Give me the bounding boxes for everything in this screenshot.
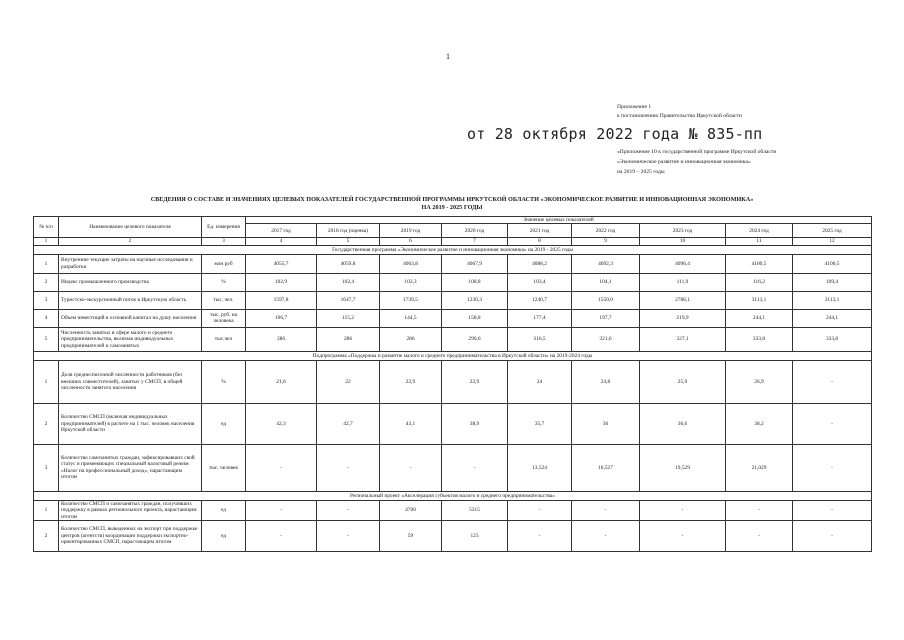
value-cell: - [572,521,640,552]
indicator-name: Количество СМСП и самозанятых граждан, получивших поддержку в рамках регионального проекта, нарастающим итогом [59,500,202,520]
value-cell: 244,1 [793,309,872,327]
unit-cell: тыс. чел. [202,291,246,309]
unit-cell: тыс.чел [202,327,246,351]
value-cell: 36,6 [640,403,726,444]
row-number: 3 [34,444,59,491]
header-year: 2018 год (оценка) [317,224,380,238]
table-row [34,309,872,327]
value-cell: - [246,521,317,552]
value-cell: 316,5 [508,327,572,351]
row-number: 5 [34,327,59,351]
value-cell: 13,524 [508,444,572,491]
value-cell: 21,6 [246,360,317,403]
header-year: 2021 год [508,224,572,238]
appendix-line: на 2019 – 2025 годы [617,169,665,175]
column-number: 9 [572,238,640,245]
value-cell: 197,7 [572,309,640,327]
value-cell: - [726,521,793,552]
value-cell: 35,7 [508,403,572,444]
value-cell: 38,9 [442,403,508,444]
value-cell: 4059,8 [317,254,380,273]
row-number: 2 [34,403,59,444]
unit-cell: % [202,273,246,291]
value-cell: - [793,500,872,520]
value-cell: - [508,521,572,552]
unit-cell: млн руб [202,254,246,273]
header-row [34,217,872,224]
header-year: 2025 год [793,224,872,238]
indicator-name: Туристско-экскурсионный поток в Иркутскую область [59,291,202,309]
indicator-name: Численность занятых в сфере малого и среднего предпринимательства, включая индивидуальных предпринимателей и самозанятых [59,327,202,351]
value-cell: 4067,9 [442,254,508,273]
value-cell: 109,4 [793,273,872,291]
title-line: НА 2019 - 2025 ГОДЫ [421,204,483,211]
column-number: 2 [59,238,202,245]
value-cell: 1550,0 [572,291,640,309]
value-cell: - [317,521,380,552]
value-cell: 286 [246,327,317,351]
value-cell: - [640,521,726,552]
row-number: 2 [34,521,59,552]
value-cell: 103,4 [508,273,572,291]
value-cell: - [793,403,872,444]
indicator-name: Доля среднесписочной численности работников (без внешних совместителей), занятых у СМСП, в общей численности занятого населения [59,360,202,403]
value-cell: 1647,7 [317,291,380,309]
value-cell: - [793,521,872,552]
value-cell: 144,5 [380,309,442,327]
value-cell: 16,527 [572,444,640,491]
table-row [34,521,872,552]
value-cell: 25,9 [640,360,726,403]
section-title: Государственная программа «Экономическое развитие и инновационная экономика» на 2019 - 2025 годы [34,245,872,254]
indicator-name: Количество СМСП (включая индивидуальных предпринимателей) в расчете на 1 тыс. человек населения Иркутской области [59,403,202,444]
value-cell: 111,9 [640,273,726,291]
value-cell: 1240,7 [508,291,572,309]
table-row [34,444,872,491]
unit-cell: ед [202,500,246,520]
value-cell: - [380,444,442,491]
value-cell: 102,3 [380,273,442,291]
value-cell: 102,4 [317,273,380,291]
row-number: 2 [34,273,59,291]
row-number: 3 [34,291,59,309]
indicator-name: Количество СМСП, выведенных на экспорт при поддержке центров (агентств) координации поддержки экспортно-ориентированных СМСП, нарастающим итогом [59,521,202,552]
value-cell: 1739,5 [380,291,442,309]
title-line: СВЕДЕНИЯ О СОСТАВЕ И ЗНАЧЕНИЯХ ЦЕЛЕВЫХ ПОКАЗАТЕЛЕЙ ГОСУДАРСТВЕННОЙ ПРОГРАММЫ ИРКУТСКОЙ ОБЛАСТИ «ЭКОНОМИЧЕСКОЕ РАЗВИТИЕ И ИННОВАЦИОННАЯ ЭКОНОМИКА» [150,196,754,203]
section-title: Подпрограмма «Поддержка и развитие малого и среднего предпринимательства в Иркутской области» на 2019-2024 годы [34,351,872,360]
value-cell: 115,2 [317,309,380,327]
value-cell: - [640,500,726,520]
column-number: 11 [726,238,793,245]
value-cell: 244,1 [726,309,793,327]
value-cell: 59 [380,521,442,552]
row-number: 1 [34,360,59,403]
page-number: 1 [446,52,450,61]
table-row [34,254,872,273]
value-cell: 3113,1 [726,291,793,309]
value-cell: 108,8 [442,273,508,291]
value-cell: 24,8 [572,360,640,403]
document-title [60,196,844,212]
indicator-name: Внутренние текущие затраты на научные исследования и разработки [59,254,202,273]
table-row [34,327,872,351]
value-cell: 177,4 [508,309,572,327]
appendix-line: «Экономическое развитие и инновационная экономика» [617,159,751,165]
column-number: 7 [442,238,508,245]
value-cell: 36 [572,403,640,444]
value-cell: 1230,3 [442,291,508,309]
value-cell: 219,9 [640,309,726,327]
value-cell: 4088,2 [508,254,572,273]
header-values-group: Значение целевых показателей [246,217,872,224]
approval-line: Приложение 1 [617,104,652,110]
header-year: 2023 год [640,224,726,238]
unit-cell: % [202,360,246,403]
table-row [34,500,872,520]
value-cell: 102,9 [246,273,317,291]
value-cell: 2788,1 [640,291,726,309]
row-number: 1 [34,254,59,273]
header-year: 2017 год [246,224,317,238]
column-number: 5 [317,238,380,245]
header-year: 2022 год [572,224,640,238]
column-number: 4 [246,238,317,245]
header-year: 2024 год [726,224,793,238]
value-cell: 321,6 [572,327,640,351]
indicator-name: Индекс промышленного производства [59,273,202,291]
value-cell: 42,3 [246,403,317,444]
value-cell: 26,9 [726,360,793,403]
section-header-row [34,491,872,500]
section-title: Региональный проект «Акселерация субъектов малого и среднего предпринимательства» [34,491,872,500]
row-number: 1 [34,500,59,520]
indicator-name: Объем инвестиций в основной капитал на душу населения [59,309,202,327]
row-number: 4 [34,309,59,327]
value-cell: 4096,4 [640,254,726,273]
value-cell: - [442,444,508,491]
table-row [34,360,872,403]
column-number: 12 [793,238,872,245]
column-number: 3 [202,238,246,245]
value-cell: 1597,8 [246,291,317,309]
header-year: 2019 год [380,224,442,238]
value-cell: - [793,360,872,403]
column-number: 1 [34,238,59,245]
value-cell: 5315 [442,500,508,520]
value-cell: 106,7 [246,309,317,327]
value-cell: 22 [317,360,380,403]
value-cell: 22,9 [442,360,508,403]
value-cell: - [793,444,872,491]
value-cell: 158,8 [442,309,508,327]
value-cell: 21,029 [726,444,793,491]
column-numbers-row [34,238,872,245]
value-cell: 42,7 [317,403,380,444]
approval-line: к постановлению Правительства Иркутской области [617,113,742,119]
value-cell: 4700 [380,500,442,520]
value-cell: 4063,8 [380,254,442,273]
table-row [34,273,872,291]
value-cell: 4092,3 [572,254,640,273]
value-cell: 333,8 [726,327,793,351]
value-cell: 286 [317,327,380,351]
decree-date-stamp: от 28 октября 2022 года № 835-пп [467,125,763,143]
value-cell: 116,2 [726,273,793,291]
value-cell: 123 [442,521,508,552]
table-row [34,291,872,309]
value-cell: 327,1 [640,327,726,351]
unit-cell: тыс. человек [202,444,246,491]
value-cell: 104,1 [572,273,640,291]
value-cell: 3113,1 [793,291,872,309]
value-cell: 4055,7 [246,254,317,273]
value-cell: - [317,500,380,520]
column-number: 8 [508,238,572,245]
header-year: 2020 год [442,224,508,238]
value-cell: 290,6 [442,327,508,351]
value-cell: - [508,500,572,520]
header-num: № п/п [34,217,59,238]
indicator-name: Количество самозанятых граждан, зафиксировавших свой статус и применяющих специальный налоговый режим «Налог на профессиональный доход», нарастающим итогом [59,444,202,491]
table-row [34,403,872,444]
column-number: 6 [380,238,442,245]
unit-cell: ед [202,521,246,552]
unit-cell: ед [202,403,246,444]
value-cell: - [726,500,793,520]
value-cell: - [572,500,640,520]
appendix-line: «Приложение 10 к государственной программе Иркутской области [617,149,777,155]
value-cell: 22,9 [380,360,442,403]
header-unit: Ед. измерения [202,217,246,238]
unit-cell: тыс. руб. на человека [202,309,246,327]
column-number: 10 [640,238,726,245]
value-cell: 19,529 [640,444,726,491]
section-header-row [34,351,872,360]
value-cell: 38,2 [726,403,793,444]
value-cell: 4100,5 [793,254,872,273]
value-cell: 286 [380,327,442,351]
header-name: Наименование целевого показателя [59,217,202,238]
value-cell: 4100,5 [726,254,793,273]
value-cell: - [246,500,317,520]
indicators-table [33,216,872,552]
appendix-note [617,147,776,177]
value-cell: 333,8 [793,327,872,351]
value-cell: - [317,444,380,491]
value-cell: - [246,444,317,491]
section-header-row [34,245,872,254]
approval-note [617,103,742,121]
value-cell: 24 [508,360,572,403]
value-cell: 43,1 [380,403,442,444]
